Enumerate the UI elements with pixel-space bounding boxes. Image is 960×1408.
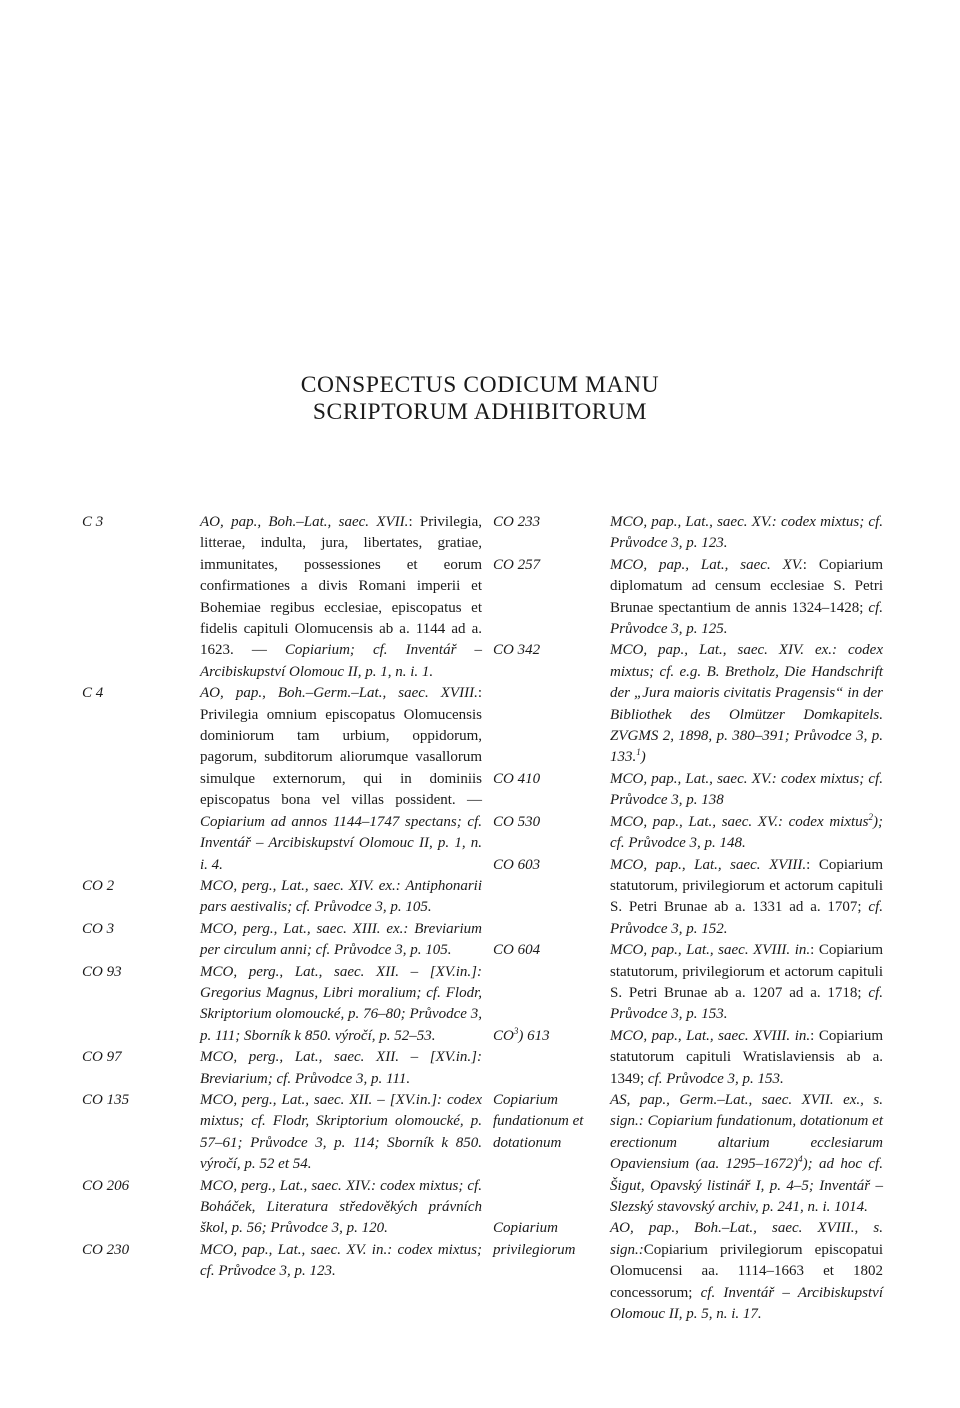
right-column: [493, 512, 883, 1325]
footnote-marker: 1: [636, 747, 641, 758]
description-text: : Copiarium statutorum capituli Wratislaviensis ab a. 1349;: [610, 1027, 883, 1087]
codex-signature: [493, 940, 610, 961]
codex-description: [610, 769, 883, 812]
codex-signature: [82, 1090, 200, 1111]
codex-signature: [82, 1176, 200, 1197]
description-text: Copiarium; cf. Inventář – Arcibiskupství Olomouc II, p. 1, n. i. 1.: [200, 642, 482, 680]
codex-description: [610, 812, 883, 855]
catalog-entry: [82, 683, 482, 876]
description-text: : Copiarium diplomatum ad censum ecclesiae S. Petri Brunae spectantium de annis 1324–1428;: [610, 556, 883, 616]
catalog-entry: [493, 1218, 883, 1325]
catalog-entry: [493, 640, 883, 768]
codex-description: [610, 1218, 883, 1325]
description-text: cf. Průvodce 3, p. 152.: [610, 899, 883, 937]
codex-description: [610, 1090, 883, 1218]
description-text: ); ad hoc cf. Šigut, Opavský listinář I, p. 4–5; Inventář – Slezský stavovský archiv, p. 241, n. i. 1014.: [610, 1156, 883, 1215]
catalog-entry: [493, 940, 883, 1026]
codex-signature-text: CO 97: [82, 1049, 122, 1066]
description-text: MCO, pap., Lat., saec. XV.: codex mixtus; cf. Průvodce 3, p. 123.: [610, 514, 883, 552]
description-text: MCO, pap., Lat., saec. XV.: codex mixtus; cf. Průvodce 3, p. 138: [610, 770, 883, 809]
codex-description: [200, 512, 482, 683]
description-text: MCO, perg., Lat., saec. XIII. ex.: Breviarium per circulum anni; cf. Průvodce 3, p. 105.: [200, 920, 482, 959]
codex-signature-text: CO 230: [82, 1241, 130, 1258]
codex-signature-text: CO 604: [493, 942, 541, 959]
codex-description: [200, 876, 482, 919]
description-text: : Privilegia omnium episcopatus Olomucensis dominiorum tam urbium, oppidorum, pagorum, subditorum aliorumque vasallorum simulque externorum, qui in dominiis episcopatus bona vel villas possident. —: [200, 685, 482, 809]
catalog-entry: [82, 1176, 482, 1240]
catalog-entry: [82, 962, 482, 1048]
description-text: Copiarium ad annos 1144–1747 spectans; cf. Inventář – Arcibiskupství Olomouc II, p. 1, n. i. 4.: [200, 813, 482, 873]
codex-description: [610, 855, 883, 941]
codex-signature: [82, 962, 200, 983]
codex-signature: [493, 769, 610, 790]
description-text: AS, pap., Germ.–Lat., saec. XVII. ex., s. sign.: Copiarium fundationum, dotationum et erectionum altarium ecclesiarum Opaviensium (aa. 1295–1672): [610, 1091, 883, 1173]
catalog-entry: [82, 512, 482, 683]
catalog-entry: [493, 1090, 883, 1218]
description-text: MCO, pap., Lat., saec. XVIII. in.: [610, 1027, 811, 1044]
title-line-2: SCRIPTORUM ADHIBITORUM: [312, 399, 648, 425]
footnote-marker: 2: [868, 811, 873, 822]
catalog-entry: [493, 812, 883, 855]
codex-signature-text: CO 206: [82, 1177, 130, 1194]
codex-signature: [82, 683, 200, 704]
description-text: ): [640, 749, 646, 766]
codex-signature: [82, 919, 200, 940]
description-text: Copiarium privilegiorum episcopatui Olomucensi aa. 1114–1663 et 1802 concessorum;: [610, 1241, 883, 1301]
description-text: MCO, perg., Lat., saec. XIV. ex.: Antiphonarii pars aestivalis; cf. Průvodce 3, p. 105.: [200, 877, 482, 916]
codex-description: [610, 640, 883, 768]
codex-signature-tail: ) 613: [518, 1027, 550, 1044]
catalog-entry: [82, 919, 482, 962]
codex-description: [610, 940, 883, 1026]
codex-signature-text: Copiarium privilegiorum: [493, 1220, 576, 1258]
description-text: AO, pap., Boh.–Lat., saec. XVIII., s. sign.:: [610, 1220, 883, 1258]
catalog-entry: [82, 876, 482, 919]
codex-description: [200, 962, 482, 1048]
description-text: MCO, perg., Lat., saec. XII. – [XV.in.]: Gregorius Magnus, Libri moralium; cf. Flodr, Skriptorium olomoucké, p. 76–80; Průvodce 3, p. 111; Sborník k 850. výročí, p. 52–53.: [200, 963, 482, 1044]
codex-signature-text: CO 530: [493, 813, 541, 830]
description-text: AO, pap., Boh.–Lat., saec. XVII.: [200, 514, 409, 530]
catalog-entry: [493, 512, 883, 555]
codex-signature-text: CO: [493, 1027, 514, 1044]
catalog-entry: [493, 855, 883, 941]
codex-signature: [82, 512, 200, 533]
codex-signature-text: CO 603: [493, 856, 541, 873]
description-text: MCO, perg., Lat., saec. XII. – [XV.in.]: Breviarium; cf. Průvodce 3, p. 111.: [200, 1049, 482, 1087]
title-line-1: CONSPECTUS CODICUM MANU: [300, 372, 660, 398]
codex-signature-text: CO 257: [493, 556, 541, 573]
codex-description: [200, 1176, 482, 1240]
codex-signature: [82, 1240, 200, 1261]
codex-signature: [82, 1047, 200, 1068]
description-text: : Privilegia, litterae, indulta, jura, libertates, gratiae, immunitates, possessiones et eorum confirmationes a divis Romani imperii et Bohemiae regibus ecclesiae, episcopatus et fidelis capituli Olomucensis ab a. 1144 ad a. 1623. —: [200, 514, 482, 659]
description-text: MCO, pap., Lat., saec. XV. in.: codex mixtus; cf. Průvodce 3, p. 123.: [200, 1241, 482, 1280]
left-column: [82, 512, 482, 1283]
description-text: MCO, pap., Lat., saec. XIV. ex.: codex mixtus; cf. e.g. B. Bretholz, Die Handschrift der „Jura maioris civitatis Pragensis“ in der Bibliothek des Olmützer Domkapitels. ZVGMS 2, 1898, p. 380–391; Průvodce 3, p. 133.: [610, 642, 883, 766]
description-text: ); cf. Průvodce 3, p. 148.: [610, 813, 883, 852]
description-text: cf. Inventář – Arcibiskupství Olomouc II, p. 5, n. i. 17.: [610, 1284, 883, 1323]
codex-description: [610, 555, 883, 641]
codex-signature: [493, 1218, 610, 1261]
catalog-entry: [82, 1090, 482, 1176]
codex-signature: [493, 640, 610, 661]
codex-signature: [82, 876, 200, 897]
codex-signature: [493, 555, 610, 576]
description-text: MCO, pap., Lat., saec. XV.: codex mixtus: [610, 813, 869, 830]
codex-signature: [493, 812, 610, 833]
codex-description: [610, 512, 883, 555]
codex-signature: [493, 1090, 610, 1154]
codex-signature: [493, 1026, 610, 1047]
codex-signature-text: CO 135: [82, 1091, 130, 1108]
codex-description: [200, 683, 482, 876]
footnote-marker: 3: [513, 1025, 519, 1036]
codex-signature-text: Copiarium fundationum et dotationum: [493, 1091, 584, 1151]
codex-signature-text: C 4: [82, 685, 104, 702]
description-text: cf. Průvodce 3, p. 153.: [610, 984, 883, 1023]
description-text: MCO, pap., Lat., saec. XV.: [610, 556, 803, 573]
codex-signature-text: CO 233: [493, 514, 541, 530]
codex-description: [200, 1240, 482, 1283]
codex-signature-text: CO 342: [493, 642, 541, 659]
codex-description: [200, 1090, 482, 1176]
catalog-entry: [493, 1026, 883, 1090]
page-title: [0, 372, 960, 426]
catalog-entry: [493, 769, 883, 812]
description-text: : Copiarium statutorum, privilegiorum et actorum capituli S. Petri Brunae ab a. 1331 ad a. 1707;: [610, 856, 884, 916]
description-text: cf. Průvodce 3, p. 153.: [647, 1070, 784, 1087]
catalog-entry: [493, 555, 883, 641]
description-text: : Copiarium statutorum, privilegiorum et actorum capituli S. Petri Brunae ab a. 1207 ad a. 1718;: [610, 942, 883, 1001]
codex-signature-text: CO 410: [493, 770, 541, 787]
description-text: MCO, pap., Lat., saec. XVIII.: [610, 856, 807, 873]
description-text: AO, pap., Boh.–Germ.–Lat., saec. XVIII.: [200, 685, 478, 702]
footnote-marker: 4: [798, 1154, 803, 1165]
catalog-entry: [82, 1240, 482, 1283]
description-text: MCO, perg., Lat., saec. XIV.: codex mixtus; cf. Boháček, Literatura středověkých právních škol, p. 56; Průvodce 3, p. 120.: [200, 1177, 482, 1237]
description-text: cf. Průvodce 3, p. 125.: [610, 599, 883, 638]
codex-signature: [493, 512, 610, 533]
codex-signature-text: C 3: [82, 514, 104, 530]
codex-description: [200, 919, 482, 962]
codex-signature-text: CO 93: [82, 963, 122, 980]
codex-signature-text: CO 3: [82, 920, 115, 937]
codex-description: [610, 1026, 883, 1090]
codex-signature: [493, 855, 610, 876]
codex-signature-text: CO 2: [82, 877, 115, 894]
description-text: MCO, perg., Lat., saec. XII. – [XV.in.]: codex mixtus; cf. Flodr, Skriptorium olomoucké, p. 57–61; Průvodce 3, p. 114; Sborník k 850. výročí, p. 52 et 54.: [200, 1091, 482, 1173]
codex-description: [200, 1047, 482, 1090]
catalog-entry: [82, 1047, 482, 1090]
description-text: MCO, pap., Lat., saec. XVIII. in.: [610, 942, 811, 959]
